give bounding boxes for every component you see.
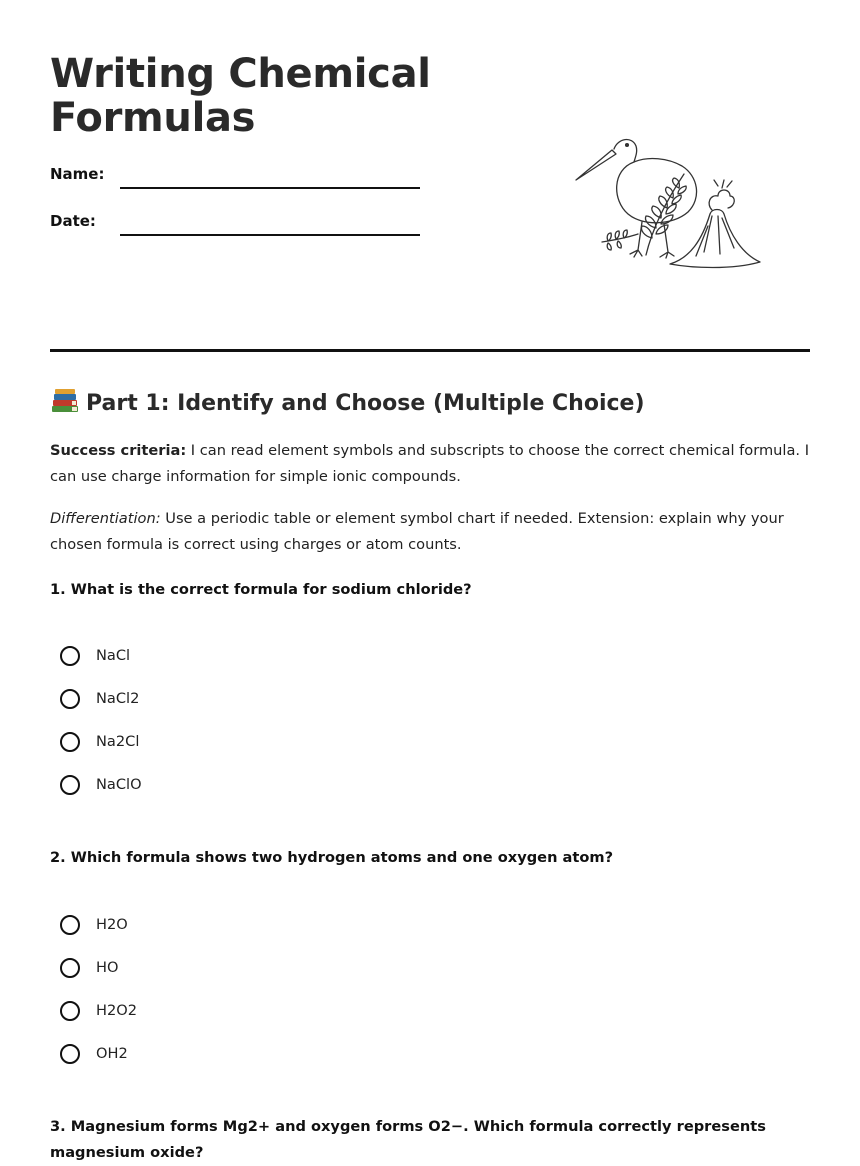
radio-button[interactable] — [60, 958, 80, 978]
success-criteria — [50, 438, 810, 489]
differentiation-label: Differentiation: — [50, 510, 161, 527]
books-icon — [50, 388, 80, 414]
name-input-line[interactable] — [120, 187, 420, 189]
radio-button[interactable] — [60, 689, 80, 709]
question-1-option-c[interactable] — [60, 720, 460, 763]
question-2-option-c[interactable] — [60, 989, 460, 1032]
question-2-option-d[interactable] — [60, 1032, 460, 1075]
question-2-option-a[interactable] — [60, 903, 460, 946]
worksheet-page — [50, 0, 810, 1161]
question-2-option-b[interactable] — [60, 946, 460, 989]
date-input-line[interactable] — [120, 234, 420, 236]
option-label: NaCl — [96, 647, 131, 664]
kiwi-volcano-illustration — [572, 130, 772, 275]
part1-heading — [50, 388, 645, 416]
worksheet-title: Writing Chemical Formulas — [50, 51, 431, 141]
question-1: 1. What is the correct formula for sodium chloride? — [50, 581, 472, 598]
option-label: H2O2 — [96, 1002, 138, 1019]
header-divider — [50, 349, 810, 352]
success-criteria-label: Success criteria: — [50, 442, 187, 459]
option-label: NaCl2 — [96, 690, 140, 707]
radio-button[interactable] — [60, 646, 80, 666]
option-label: HO — [96, 959, 119, 976]
radio-button[interactable] — [60, 915, 80, 935]
date-label: Date: — [50, 212, 96, 230]
option-label: NaClO — [96, 776, 142, 793]
question-1-option-b[interactable] — [60, 677, 460, 720]
question-1-option-a[interactable] — [60, 634, 460, 677]
option-label: OH2 — [96, 1045, 128, 1062]
question-2: 2. Which formula shows two hydrogen atoms and one oxygen atom? — [50, 849, 614, 866]
radio-button[interactable] — [60, 775, 80, 795]
question-1-options — [60, 634, 460, 806]
question-2-options — [60, 903, 460, 1075]
question-1-option-d[interactable] — [60, 763, 460, 806]
option-label: H2O — [96, 916, 128, 933]
radio-button[interactable] — [60, 732, 80, 752]
differentiation-text: Use a periodic table or element symbol chart if needed. Extension: explain why your chosen formula is correct using charges or atom counts. — [50, 510, 784, 553]
radio-button[interactable] — [60, 1001, 80, 1021]
part1-title: Part 1: Identify and Choose (Multiple Choice) — [86, 391, 645, 416]
success-criteria-text: I can read element symbols and subscripts to choose the correct chemical formula. I can use charge information for simple ionic compounds. — [50, 442, 809, 485]
name-label: Name: — [50, 165, 105, 183]
radio-button[interactable] — [60, 1044, 80, 1064]
question-3: 3. Magnesium forms Mg2+ and oxygen forms O2−. Which formula correctly represents magnesium oxide? — [50, 1118, 766, 1161]
differentiation-note — [50, 506, 810, 557]
option-label: Na2Cl — [96, 733, 140, 750]
